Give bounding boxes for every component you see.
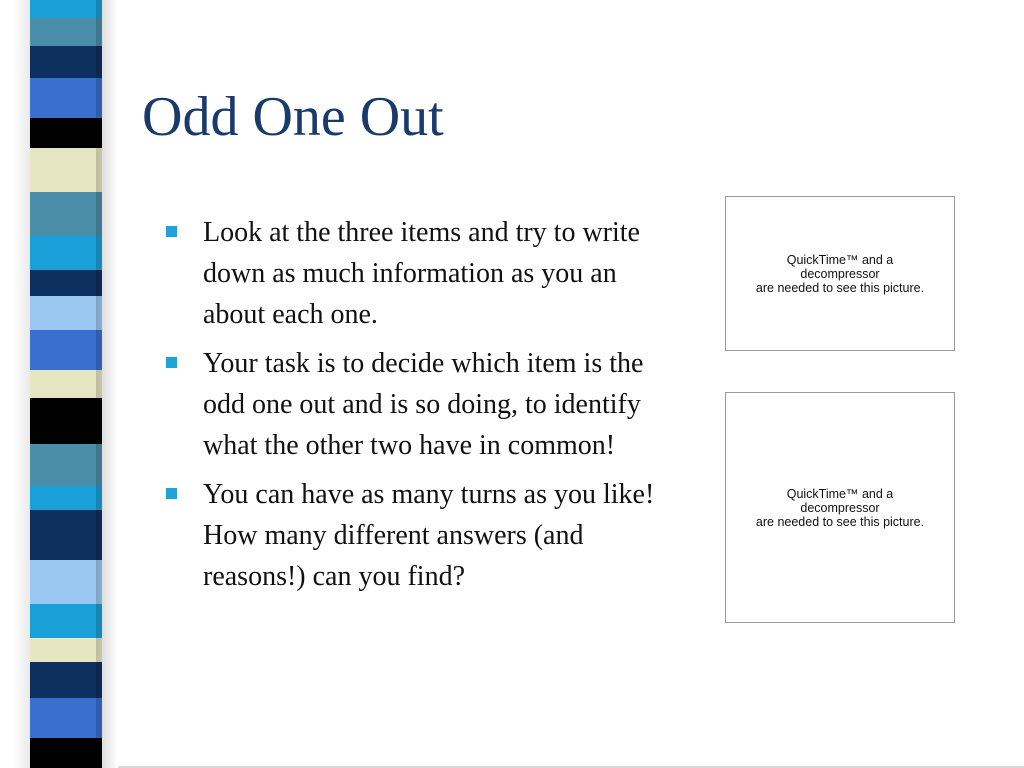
strip-block (30, 398, 102, 444)
strip-block (30, 510, 102, 560)
strip-block (30, 236, 102, 270)
bullet-list (166, 212, 686, 605)
strip-block (30, 604, 102, 638)
strip-block (30, 486, 102, 510)
decorative-strip-shadow (96, 0, 118, 768)
strip-block (30, 662, 102, 698)
strip-block (30, 370, 102, 398)
placeholder-line: are needed to see this picture. (755, 514, 925, 529)
strip-block (30, 46, 102, 78)
strip-block (30, 296, 102, 330)
bullet-text: Your task is to decide which item is the odd one out and is so doing, to identify what the other two have in common! (203, 348, 644, 461)
strip-block (30, 118, 102, 148)
bullet-text: Look at the three items and try to write down as much information as you an about each one. (203, 217, 640, 330)
square-bullet-icon (166, 488, 177, 499)
bullet-item (166, 343, 686, 466)
bullet-item (166, 474, 686, 597)
strip-block (30, 698, 102, 738)
decorative-strip (30, 0, 102, 768)
bullet-item (166, 212, 686, 335)
strip-block (30, 78, 102, 118)
placeholder-line: decompressor (800, 266, 880, 281)
slide-title: Odd One Out (142, 86, 444, 148)
strip-block (30, 18, 102, 46)
strip-block (30, 270, 102, 296)
square-bullet-icon (166, 357, 177, 368)
strip-block (30, 444, 102, 486)
strip-block (30, 330, 102, 370)
strip-block (30, 560, 102, 604)
placeholder-line: decompressor (800, 500, 880, 515)
image-placeholder-bottom (725, 392, 955, 623)
placeholder-line: QuickTime™ and a (786, 252, 894, 267)
strip-block (30, 0, 102, 18)
placeholder-line: QuickTime™ and a (786, 486, 894, 501)
strip-block (30, 148, 102, 192)
strip-block (30, 638, 102, 662)
strip-block (30, 192, 102, 236)
image-placeholder-top (725, 196, 955, 351)
placeholder-line: are needed to see this picture. (755, 280, 925, 295)
square-bullet-icon (166, 226, 177, 237)
strip-block (30, 738, 102, 768)
bullet-text: You can have as many turns as you like! How many different answers (and reasons!) can you find? (203, 479, 655, 592)
